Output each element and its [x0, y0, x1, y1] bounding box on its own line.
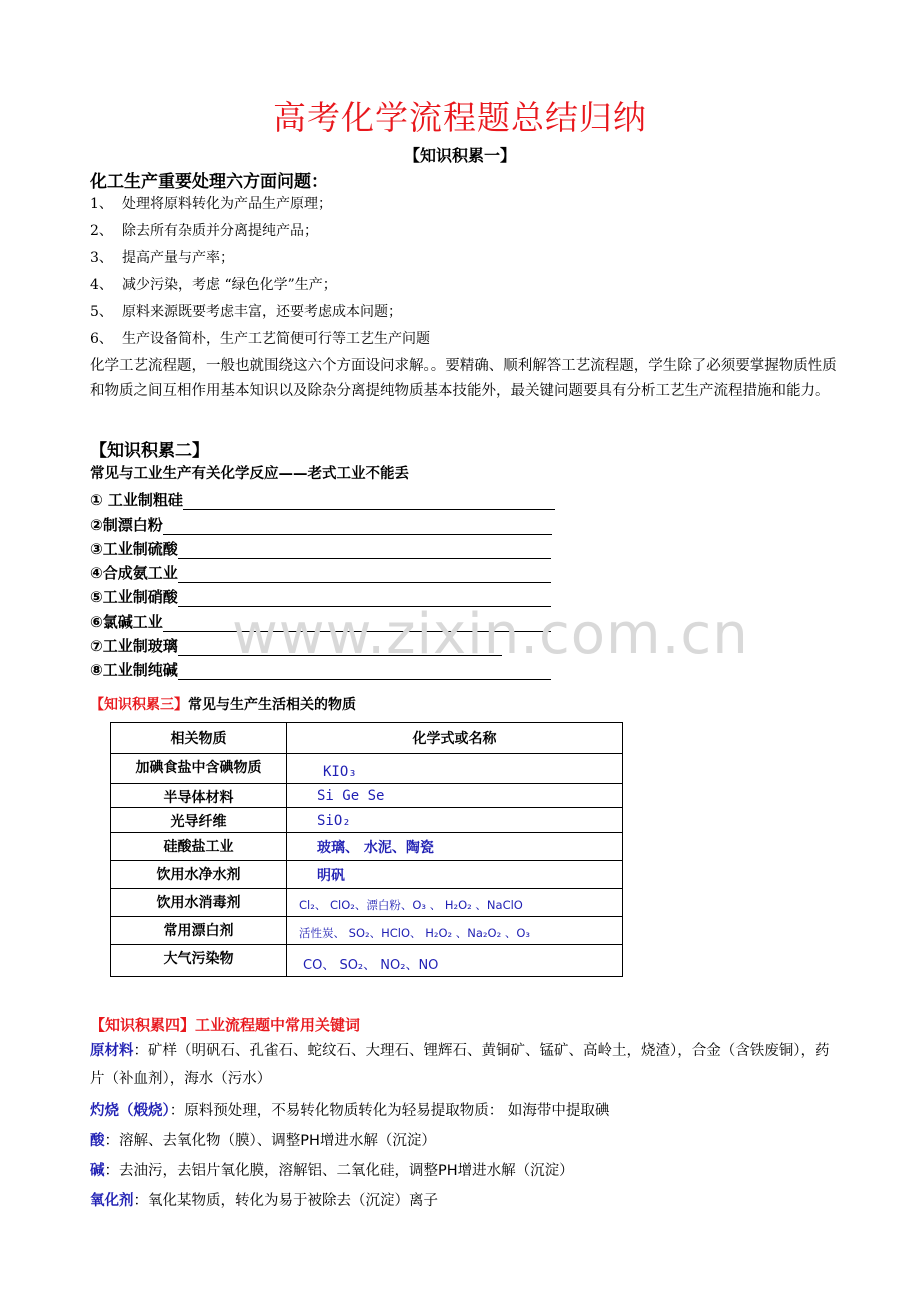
substance-formula: 活性炭、 SO₂、HClO、 H₂O₂ 、Na₂O₂ 、O₃ — [287, 917, 623, 945]
reaction-label: ⑤工业制硝酸 — [90, 588, 178, 607]
item-number: 4、 — [90, 277, 113, 293]
keyword-entry — [90, 1157, 840, 1185]
table-row — [111, 784, 623, 808]
reaction-label: ⑦工业制玻璃 — [90, 637, 178, 656]
item-text: 生产设备简朴，生产工艺简便可行等工艺生产问题 — [122, 331, 430, 347]
keyword-entry — [90, 1187, 840, 1215]
reaction-label: ⑧工业制纯碱 — [90, 661, 178, 680]
keyword-text: 溶解、去氧化物（膜）、调整PH增进水解（沉淀） — [119, 1133, 436, 1149]
section1-label: 【知识积累一】 — [403, 146, 516, 165]
keyword-term: 灼烧（煅烧） — [90, 1103, 170, 1119]
reaction-label: ④合成氨工业 — [90, 564, 178, 583]
table-row — [111, 945, 623, 977]
table-row — [111, 754, 623, 784]
item-text: 除去所有杂质并分离提纯产品； — [122, 223, 318, 239]
section3-label: 【知识积累三】 — [90, 697, 188, 713]
substance-name: 大气污染物 — [111, 945, 287, 977]
substance-table — [110, 722, 623, 977]
table-row — [111, 808, 623, 833]
section2-subtitle: 常见与工业生产有关化学反应——老式工业不能丢 — [90, 466, 409, 482]
item-text: 减少污染，考虑 “绿色化学”生产； — [122, 277, 337, 293]
reaction-label: ⑥氯碱工业 — [90, 612, 163, 631]
substance-name: 半导体材料 — [111, 784, 287, 808]
keyword-text: 氧化某物质，转化为易于被除去（沉淀）离子 — [148, 1193, 438, 1209]
reaction-label: ③工业制硫酸 — [90, 539, 178, 558]
keyword-sep: ： — [133, 1193, 148, 1209]
item-text: 处理将原料转化为产品生产原理； — [122, 196, 332, 212]
keyword-term: 氧化剂 — [90, 1193, 134, 1209]
item-number: 6、 — [90, 331, 113, 347]
keyword-text: 去油污，去铝片氧化膜，溶解铝、二氧化硅，调整PH增进水解（沉淀） — [119, 1163, 574, 1179]
keyword-term: 酸 — [90, 1133, 105, 1149]
item-text: 原料来源既要考虑丰富，还要考虑成本问题； — [122, 304, 402, 320]
list-item — [90, 248, 430, 275]
section3-heading: 常见与生产生活相关的物质 — [188, 697, 356, 713]
item-text: 提高产量与产率； — [122, 250, 234, 266]
table-header-row — [111, 723, 623, 754]
section4-label: 【知识积累四】 — [90, 1016, 196, 1034]
section1-heading: 化工生产重要处理六方面问题： — [90, 172, 328, 192]
keyword-sep: ： — [169, 1103, 185, 1119]
list-item — [90, 194, 430, 221]
answer-blank[interactable] — [183, 491, 555, 510]
keyword-entry — [90, 1097, 840, 1125]
page-title: 高考化学流程题总结归纳 — [273, 98, 647, 137]
item-number: 3、 — [90, 250, 113, 266]
keyword-sep: ： — [133, 1043, 148, 1059]
section4-title — [90, 1014, 360, 1035]
reaction-item — [90, 535, 555, 559]
item-number: 5、 — [90, 304, 113, 320]
keyword-entry — [90, 1127, 840, 1155]
substance-formula: 玻璃、 水泥、陶瓷 — [287, 833, 623, 861]
keyword-sep: ： — [104, 1163, 119, 1179]
substance-formula: Cl₂、 ClO₂、漂白粉、O₃ 、 H₂O₂ 、NaClO — [287, 889, 623, 917]
answer-blank[interactable] — [178, 564, 551, 583]
substance-formula: KIO₃ — [287, 754, 623, 784]
substance-name: 光导纤维 — [111, 808, 287, 833]
reaction-label: ②制漂白粉 — [90, 515, 163, 534]
table-row — [111, 889, 623, 917]
reaction-label: ① 工业制粗硅 — [90, 491, 183, 510]
table-row — [111, 917, 623, 945]
section4-heading: 工业流程题中常用关键词 — [195, 1016, 361, 1034]
item-number: 2、 — [90, 223, 113, 239]
table-row — [111, 833, 623, 861]
substance-name: 常用漂白剂 — [111, 917, 287, 945]
substance-formula: Si Ge Se — [287, 784, 623, 808]
reaction-item — [90, 486, 555, 510]
substance-name: 饮用水消毒剂 — [111, 889, 287, 917]
list-item — [90, 302, 430, 329]
reaction-item — [90, 559, 555, 583]
keyword-sep: ： — [104, 1133, 119, 1149]
section1-list — [90, 194, 430, 356]
table-row — [111, 861, 623, 889]
keyword-entry — [90, 1037, 840, 1093]
list-item — [90, 275, 430, 302]
section1-paragraph: 化学工艺流程题，一般也就围绕这六个方面设问求解。。要精确、顺利解答工艺流程题，学生除了必须要掌握物质性质和物质之间互相作用基本知识以及除杂分离提纯物质基本技能外，最关键问题要具有分析工艺生产流程措施和能力。 — [90, 358, 837, 399]
substance-formula: 明矾 — [287, 861, 623, 889]
answer-blank[interactable] — [163, 516, 552, 535]
substance-formula: CO、 SO₂、 NO₂、NO — [287, 945, 623, 977]
substance-name: 硅酸盐工业 — [111, 833, 287, 861]
table-header-cell: 化学式或名称 — [287, 723, 623, 754]
substance-name: 加碘食盐中含碘物质 — [111, 754, 287, 784]
section2-label: 【知识积累二】 — [90, 441, 209, 461]
reaction-item — [90, 510, 555, 534]
answer-blank[interactable] — [178, 540, 551, 559]
item-number: 1、 — [90, 196, 113, 212]
list-item — [90, 221, 430, 248]
table-header-cell: 相关物质 — [111, 723, 287, 754]
keyword-text: 矿样（明矾石、孔雀石、蛇纹石、大理石、锂辉石、黄铜矿、锰矿、高岭土，烧渣），合金（含铁废铜），药片（补血剂），海水（污水） — [90, 1043, 830, 1087]
watermark: www.zixin.com.cn — [232, 602, 749, 667]
section3-title — [90, 694, 356, 714]
substance-name: 饮用水净水剂 — [111, 861, 287, 889]
substance-formula: SiO₂ — [287, 808, 623, 833]
keyword-text: 原料预处理，不易转化物质转化为轻易提取物质： 如海带中提取碘 — [184, 1103, 610, 1119]
keyword-term: 碱 — [90, 1163, 105, 1179]
list-item — [90, 329, 430, 356]
keyword-term: 原材料 — [90, 1043, 134, 1059]
